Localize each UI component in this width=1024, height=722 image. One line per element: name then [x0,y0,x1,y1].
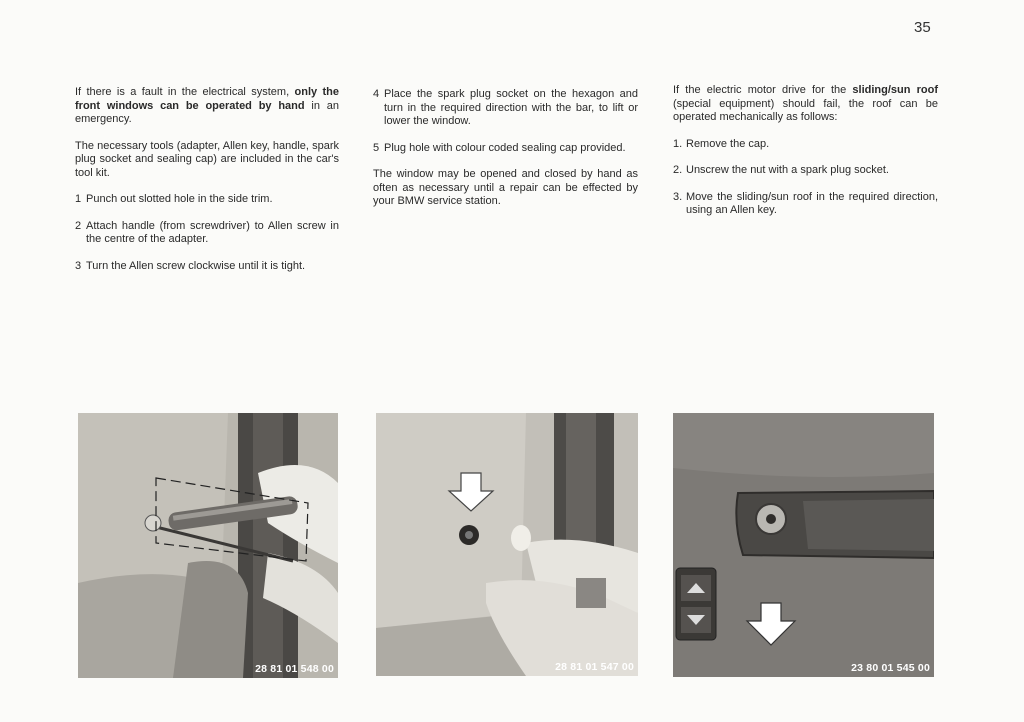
column-window-emergency [75,86,339,286]
photo-caption: 23 80 01 545 00 [851,662,930,674]
step-text: Place the spark plug socket on the hexagon and turn in the required direction with the bar, to lift or lower the window. [384,88,638,127]
intro-paragraph [75,86,339,127]
page-number: 35 [914,19,931,36]
photo-caption: 28 81 01 547 00 [555,661,634,673]
step-2 [75,220,339,247]
step-number: 2. [673,164,683,176]
photo-sunroof-nut [673,413,934,677]
step-3 [75,260,339,274]
closing-paragraph: The window may be opened and closed by hand as often as necessary until a repair can be effected by your BMW service station. [373,168,638,207]
step-number: 3. [673,190,683,203]
intro-text: If the electric motor drive for the [673,84,853,96]
sunroof-step-1 [673,138,938,152]
intro-text-end: (special equipment) should fail, the roof can be operated mechanically as follows: [673,97,938,123]
step-number: 5 [373,141,380,154]
step-4 [373,88,638,129]
sunroof-step-3 [673,191,938,218]
intro-text-end: in an emergency. [75,99,339,125]
photo-sealing-cap [376,413,638,676]
sunroof-step-2 [673,164,938,178]
step-text: Move the sliding/sun roof in the required direction, using an Allen key. [686,190,938,216]
step-number: 4 [373,88,380,100]
step-text: Attach handle (from screwdriver) to Allen screw in the centre of the adapter. [86,219,339,245]
intro-emphasis: only the front windows can be operated by hand [75,86,339,112]
column-sunroof [673,84,938,231]
intro-emphasis: sliding/sun roof [852,84,938,96]
step-text: Remove the cap. [686,137,770,150]
photo-caption: 28 81 01 548 00 [255,663,334,675]
sunroof-intro [673,84,938,125]
step-1 [75,193,339,207]
step-number: 1 [75,193,82,205]
step-text: Turn the Allen screw clockwise until it is tight. [86,259,306,272]
step-number: 2 [75,219,82,232]
intro-text: If there is a fault in the electrical system, [75,86,295,98]
step-number: 3 [75,259,82,272]
step-text: Punch out slotted hole in the side trim. [86,193,273,205]
tools-paragraph: The necessary tools (adapter, Allen key, handle, spark plug socket and sealing cap) are included in the car's tool kit. [75,139,339,179]
step-5 [373,142,638,156]
photo-adapter-tool [78,413,338,678]
step-number: 1. [673,137,683,150]
step-text: Unscrew the nut with a spark plug socket. [686,164,889,176]
column-window-continued [373,88,638,222]
step-text: Plug hole with colour coded sealing cap provided. [384,141,626,154]
